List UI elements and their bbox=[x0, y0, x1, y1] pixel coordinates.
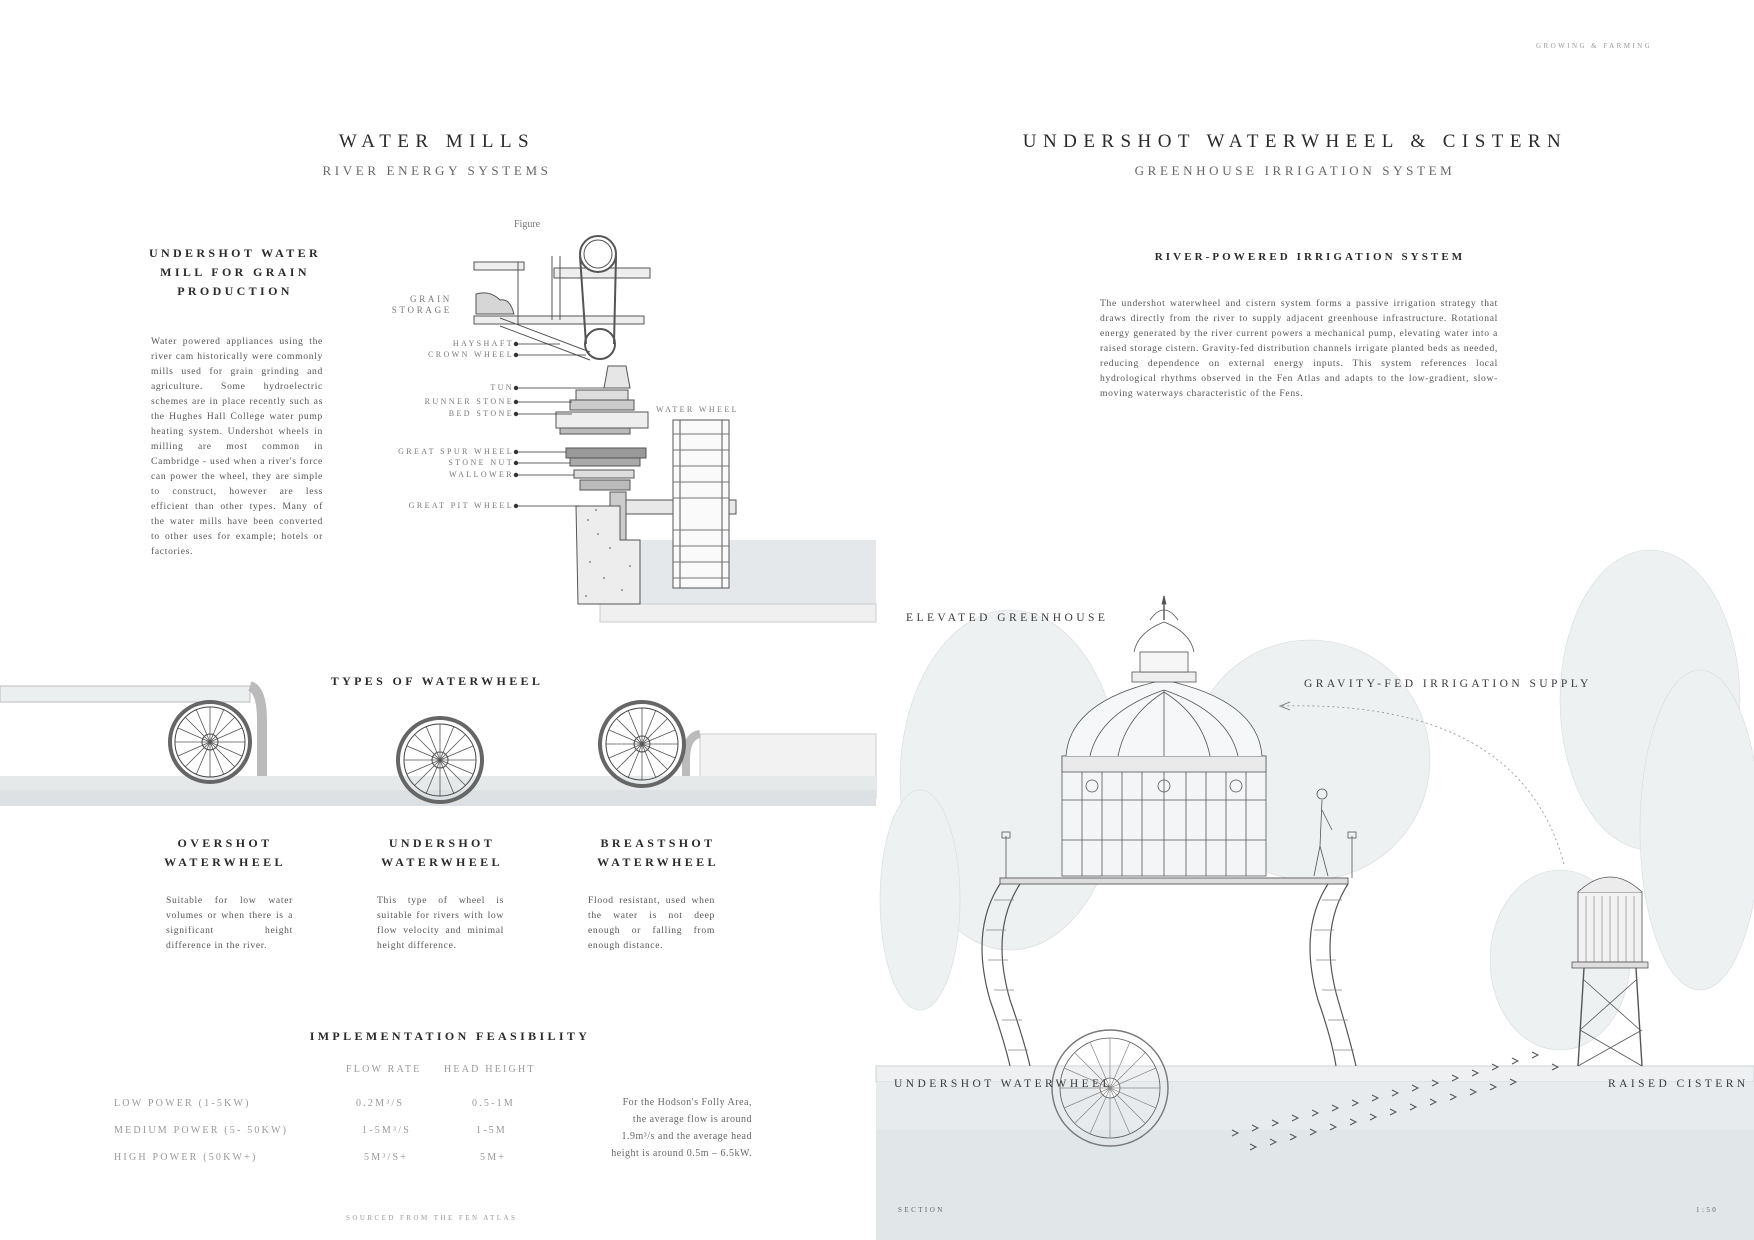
col-flow-rate: FLOW RATE bbox=[346, 1064, 422, 1075]
source-note: SOURCED FROM THE FEN ATLAS bbox=[346, 1214, 518, 1222]
mill-description: Water powered appliances using the river cam historically were commonly mills used for grain grinding and agriculture. Some hydroelectric schemes are in place recently such as the Hughes Hall College water pump heating system. Undershot wheels in milling are most common in Cambridge - used when a river's force can power the wheel, they are simple to construct, however are less efficient than other types. Many of the water mills have been converted to other uses for example; hotels or factories. bbox=[151, 336, 323, 557]
col-head-height: HEAD HEIGHT bbox=[444, 1064, 536, 1075]
section-tag: GROWING & FARMING bbox=[1536, 42, 1653, 50]
figure-caption: Figure bbox=[514, 219, 541, 230]
label-undershot-waterwheel: UNDERSHOT WATERWHEEL bbox=[894, 1078, 1114, 1090]
row-low-label: LOW POWER (1-5KW) bbox=[114, 1098, 251, 1109]
label-runner-stone: RUNNER STONE bbox=[424, 397, 514, 406]
row-medium-label: MEDIUM POWER (5- 50KW) bbox=[114, 1125, 289, 1136]
label-elevated-greenhouse: ELEVATED GREENHOUSE bbox=[906, 612, 1109, 624]
wheel-type-overshot-name: OVERSHOT WATERWHEEL bbox=[164, 836, 286, 869]
right-subtitle: GREENHOUSE IRRIGATION SYSTEM bbox=[1134, 163, 1456, 178]
footer-scale: 1:50 bbox=[1696, 1206, 1719, 1214]
label-raised-cistern: RAISED CISTERN bbox=[1608, 1078, 1749, 1090]
label-stone-nut: STONE NUT bbox=[448, 458, 514, 467]
label-hayshaft: HAYSHAFT bbox=[452, 339, 514, 348]
label-tun: TUN bbox=[490, 383, 514, 392]
right-title: UNDERSHOT WATERWHEEL & CISTERN bbox=[1022, 131, 1568, 152]
wheel-type-undershot-desc: This type of wheel is suitable for rivers with low flow velocity and minimal height difference. bbox=[377, 895, 504, 951]
label-great-spur-wheel: GREAT SPUR WHEEL bbox=[398, 447, 514, 456]
mill-heading: UNDERSHOT WATER MILL FOR GRAIN PRODUCTION bbox=[148, 246, 322, 298]
wheel-type-breastshot-desc: Flood resistant, used when the water is not deep enough or falling from enough distance. bbox=[588, 895, 715, 951]
label-bed-stone: BED STONE bbox=[448, 409, 514, 418]
wheel-type-overshot-desc: Suitable for low water volumes or when there is a significant height difference in the river. bbox=[166, 895, 293, 951]
label-gravity-fed-supply: GRAVITY-FED IRRIGATION SUPPLY bbox=[1304, 678, 1592, 690]
feasibility-note: For the Hodson's Folly Area, the average flow is around 1.9m³/s and the average head height is around 0.5m – 6.5kW. bbox=[611, 1097, 752, 1159]
page-subtitle: RIVER ENERGY SYSTEMS bbox=[322, 163, 552, 178]
row-low-head: 0.5-1M bbox=[472, 1098, 515, 1109]
label-water-wheel: WATER WHEEL bbox=[656, 405, 739, 414]
label-crown-wheel: CROWN WHEEL bbox=[427, 350, 514, 359]
label-great-pit-wheel: GREAT PIT WHEEL bbox=[408, 501, 514, 510]
wheel-type-breastshot-name: BREASTSHOT WATERWHEEL bbox=[597, 836, 719, 869]
wheel-type-undershot-name: UNDERSHOT WATERWHEEL bbox=[381, 836, 503, 869]
footer-section: SECTION bbox=[898, 1206, 945, 1214]
row-medium-flow: 1-5M³/S bbox=[362, 1125, 411, 1136]
row-high-flow: 5M³/S+ bbox=[364, 1152, 409, 1163]
irrigation-description: The undershot waterwheel and cistern system forms a passive irrigation strategy that draws directly from the river to supply adjacent greenhouse infrastructure. Rotational energy generated by the river current powers a mechanical pump, elevating water into a raised storage cistern. Gravity-fed distribution channels irrigate planted beds as needed, reducing dependence on external energy inputs. This system references local hydrological rhythms observed in the Fen Atlas and adapts to the low-gradient, slow-moving waterways characteristic of the Fens. bbox=[1100, 298, 1498, 399]
row-high-label: HIGH POWER (50KW+) bbox=[114, 1152, 258, 1163]
row-medium-head: 1-5M bbox=[476, 1125, 508, 1136]
irrigation-heading: RIVER-POWERED IRRIGATION SYSTEM bbox=[1154, 251, 1466, 263]
label-grain-storage: GRAIN STORAGE bbox=[391, 294, 452, 315]
feasibility-heading: IMPLEMENTATION FEASIBILITY bbox=[309, 1029, 591, 1043]
types-heading: TYPES OF WATERWHEEL bbox=[330, 674, 544, 688]
page-title: WATER MILLS bbox=[338, 131, 536, 152]
row-low-flow: 0.2M³/S bbox=[356, 1098, 405, 1109]
label-wallower: WALLOWER bbox=[449, 470, 514, 479]
row-high-head: 5M+ bbox=[480, 1152, 507, 1163]
